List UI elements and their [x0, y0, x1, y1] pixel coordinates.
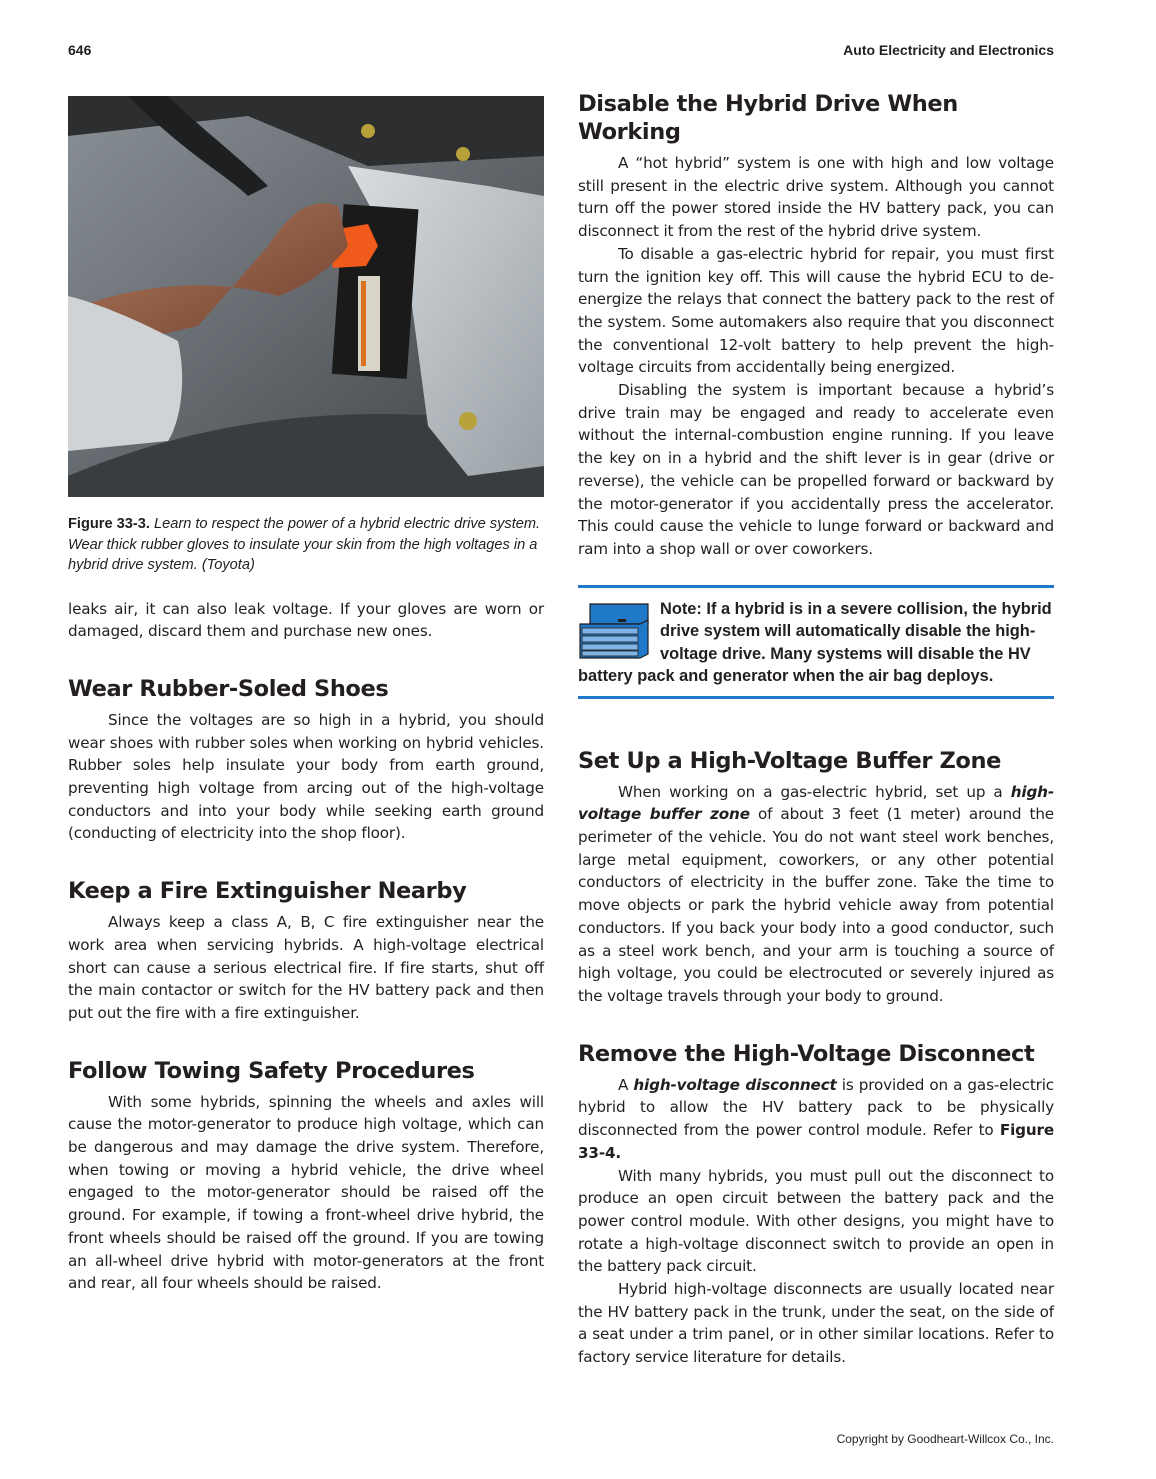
text-run: of about 3 feet (1 meter) around the perimeter of the vehicle. You do not want steel work benches, large metal equipment, coworkers, or any other potential conductors of electricity in the buffer zone. Take the time to move objects or park the hybrid vehicle away from potential conductors. If you back your body into a good conductor, such as a steel work bench, and your arm is touching a source of high voltage, you could be electrocuted or severely injured as the voltage travels through your body to ground. [578, 805, 1054, 1005]
copyright-notice: Copyright by Goodheart-Willcox Co., Inc. [836, 1432, 1054, 1446]
heading-hv-disconnect: Remove the High-Voltage Disconnect [578, 1040, 1035, 1067]
heading-disable-hybrid-drive: Disable the Hybrid Drive When Working [578, 91, 958, 145]
text-run: A [618, 1075, 634, 1094]
paragraph-disable-importance: Disabling the system is important because a hybrid’s drive train may be engaged and ready to accelerate even without the internal-combustion engine running. If you leave the key on in a hybrid and the shift lever is in gear (drive or reverse), the vehicle can be propelled forward or backward by the motor-generator if you accidentally press the accelerator. This could cause the vehicle to lunge forward or backward and ram into a shop wall or over coworkers. [578, 381, 1054, 558]
paragraph-hv-disconnect-pull: With many hybrids, you must pull out the disconnect to produce an open circuit between the battery pack and the power control module. With other designs, you might have to rotate a high-voltage disconnect switch to provide an open in the battery pack circuit. [578, 1166, 1054, 1276]
paragraph-hv-disconnect-intro [578, 1074, 1054, 1165]
text-run: When working on a gas-electric hybrid, set up a [618, 782, 1011, 801]
term-buffer-zone: high-voltage buffer zone [578, 782, 1054, 824]
term-hv-disconnect: high-voltage disconnect [633, 1075, 837, 1094]
heading-buffer-zone: Set Up a High-Voltage Buffer Zone [578, 747, 1001, 774]
photo-illustration [68, 96, 544, 497]
paragraph-fire-extinguisher: Always keep a class A, B, C fire extinguisher near the work area when servicing hybrids. A high-voltage electrical short can cause a serious electrical fire. If fire starts, shut off the main contactor or switch for the HV battery pack and then put out the fire with a fire extinguisher. [68, 913, 544, 1022]
figure-caption-text: Learn to respect the power of a hybrid electric drive system. Wear thick rubber gloves to insulate your skin from the high voltages in a hybrid drive system. (Toyota) [68, 516, 541, 573]
paragraph-hv-disconnect-location: Hybrid high-voltage disconnects are usually located near the HV battery pack in the trunk, under the seat, on the side of a seat under a trim panel, or in other similar locations. Refer to factory service literature for details. [578, 1280, 1054, 1367]
left-column [68, 96, 544, 1295]
heading-towing-safety: Follow Towing Safety Procedures [68, 1057, 475, 1084]
page-number: 646 [68, 42, 92, 58]
figure-reference-33-4[interactable]: Figure 33-4. [578, 1121, 1054, 1162]
note-box [578, 585, 1054, 699]
text-run: is provided on a gas-electric hybrid to allow the HV battery pack to be physically disconnected from the power control module. Refer to [578, 1075, 1054, 1140]
paragraph-buffer-zone [578, 781, 1054, 1008]
paragraph-towing-safety: With some hybrids, spinning the wheels and axles will cause the motor-generator to produce high voltage, which can be dangerous and may damage the drive system. Therefore, when towing or moving a hybrid vehicle, the drive wheel engaged to the motor-generator should be raised off the ground. For example, if towing a front-wheel drive hybrid, the front wheels should be raised off the ground. If you are towing an all-wheel drive hybrid with motor-generators at the front and rear, all four wheels should be raised. [68, 1092, 544, 1293]
paragraph-disable-procedure: To disable a gas-electric hybrid for repair, you must first turn the ignition key off. This will cause the hybrid ECU to de-energize the relays that connect the battery pack to the rest of the system. Some automakers also require that you disconnect the conventional 12-volt battery to help prevent the high-voltage circuits from accidentally being energized. [578, 244, 1054, 377]
toolbox-icon [578, 602, 652, 660]
figure-label: Figure 33-3. [68, 516, 150, 532]
heading-fire-extinguisher: Keep a Fire Extinguisher Nearby [68, 878, 467, 905]
paragraph-rubber-soled-shoes: Since the voltages are so high in a hybrid, you should wear shoes with rubber soles when working on hybrid vehicles. Rubber soles help insulate your body from earth ground, preventing high voltage from arcing out of the high-voltage conductors and into your body while seeking earth ground (conducting of electricity into the shop floor). [68, 710, 544, 843]
continued-paragraph: leaks air, it can also leak voltage. If your gloves are worn or damaged, discard them and purchase new ones. [68, 599, 544, 641]
figure-33-3-photo [68, 96, 544, 497]
note-text: Note: If a hybrid is in a severe collision, the hybrid drive system will automatically disable the high-voltage drive. Many systems will disable the HV battery pack and generator when the air bag deploys. [578, 599, 1052, 686]
figure-caption [68, 514, 544, 576]
right-column [578, 90, 1054, 1369]
running-header-title: Auto Electricity and Electronics [843, 42, 1054, 58]
heading-rubber-soled-shoes: Wear Rubber-Soled Shoes [68, 675, 389, 702]
paragraph-hot-hybrid: A “hot hybrid” system is one with high and low voltage still present in the electric drive system. Although you cannot turn off the power stored inside the HV battery pack, you can disconnect it from the rest of the hybrid drive system. [578, 154, 1054, 241]
